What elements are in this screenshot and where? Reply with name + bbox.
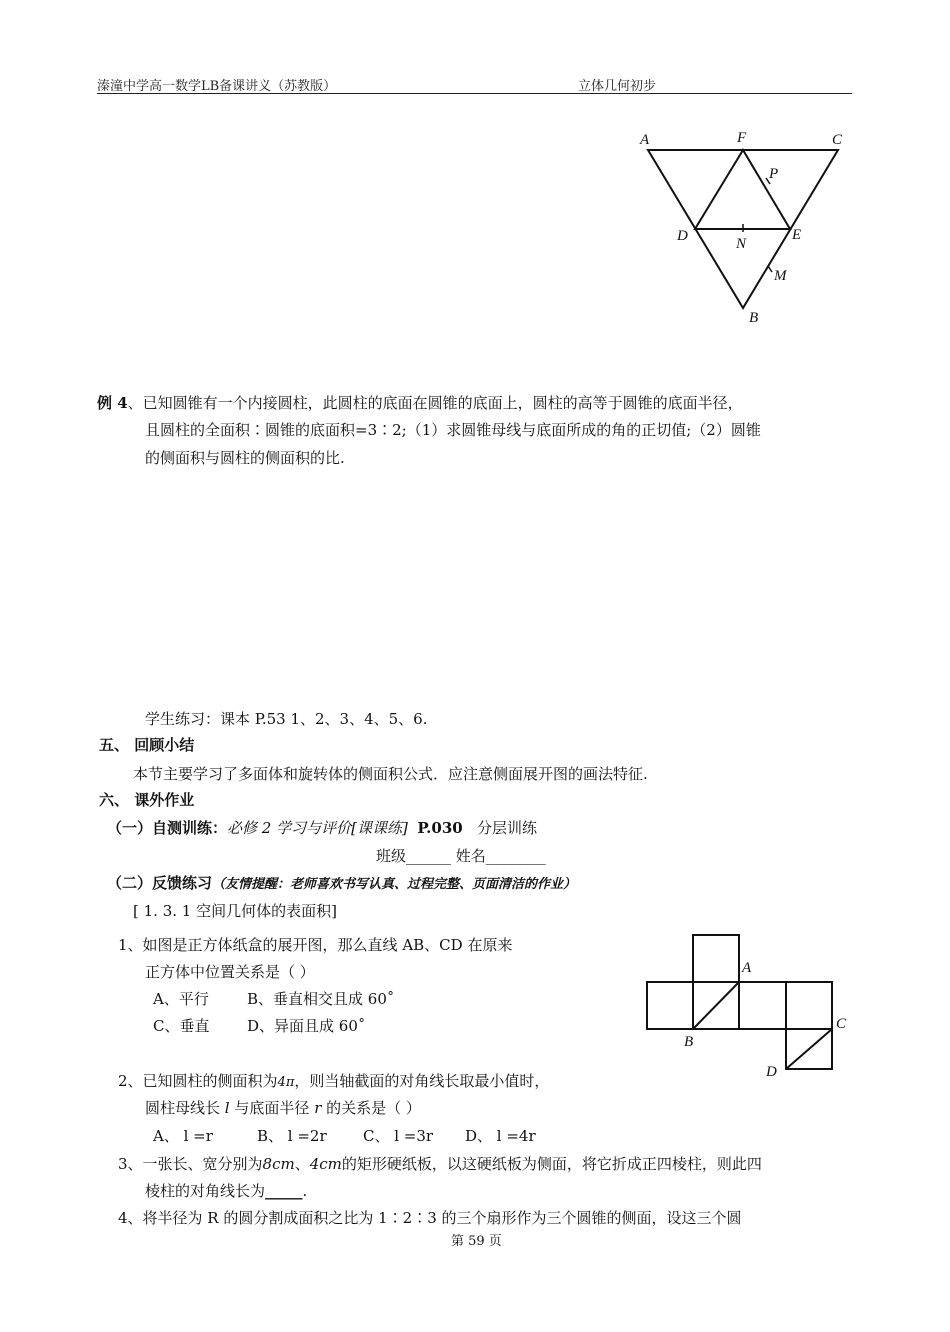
q2-text-e: 的关系是（ ） <box>326 1099 421 1117</box>
cube-net-figure <box>640 930 860 1085</box>
q2-area: 4π <box>277 1075 295 1090</box>
self-test-code: P.030 <box>417 819 463 837</box>
label-n: N <box>736 236 747 252</box>
example4-line1 <box>97 392 743 413</box>
net-label-d: D <box>766 1064 777 1080</box>
triangle-net-figure <box>630 120 860 335</box>
q2-text-d: 与底面半径 <box>234 1099 310 1117</box>
net-label-a: A <box>742 960 752 976</box>
q3-sep: 、 <box>294 1155 310 1173</box>
net-label-b: B <box>684 1034 694 1050</box>
q1-option-a: A、平行 <box>153 990 209 1008</box>
q2-option-c: C、 l =3r <box>363 1127 434 1145</box>
net-face-4 <box>786 982 832 1029</box>
q3-width: 4cm <box>309 1155 342 1173</box>
q2-line2 <box>145 1097 421 1118</box>
q3-line1 <box>118 1153 762 1174</box>
q3-end: . <box>302 1182 308 1200</box>
topic-line: [ 1. 3. 1 空间几何体的表面积] <box>133 902 337 920</box>
self-test-line <box>107 817 537 838</box>
label-m: M <box>774 268 787 284</box>
q1-option-c: C、垂直 <box>153 1017 210 1035</box>
tick-m <box>768 266 772 272</box>
self-test-source: 必修 2 学习与评价[课课练] <box>227 819 408 837</box>
net-label-c: C <box>836 1016 847 1032</box>
section5-text: 本节主要学习了多面体和旋转体的侧面积公式．应注意侧面展开图的画法特征. <box>133 765 648 783</box>
self-test-tail: 分层训练 <box>477 819 538 837</box>
q1-option-d: D、异面且成 60˚ <box>247 1017 366 1035</box>
q4-line1: 4、将半径为 R 的圆分割成面积之比为 1∶2∶3 的三个扇形作为三个圆锥的侧面，设这三个圆 <box>118 1209 742 1227</box>
net-face-3 <box>739 982 786 1029</box>
label-a: A <box>640 132 650 148</box>
section5-title: 五、 回顾小结 <box>99 736 195 754</box>
net-face-top <box>693 935 739 982</box>
feedback-label: （二）反馈练习 <box>107 874 213 892</box>
label-c: C <box>832 132 843 148</box>
q3-line2 <box>145 1180 307 1201</box>
q2-var-l: l <box>224 1099 230 1117</box>
header-right: 立体几何初步 <box>578 79 657 94</box>
q3-length: 8cm <box>262 1155 295 1173</box>
self-test-label: （一）自测训练： <box>107 819 228 837</box>
label-f: F <box>737 130 747 146</box>
label-b: B <box>749 310 759 326</box>
example4-line3: 的侧面积与圆柱的侧面积的比. <box>145 449 345 467</box>
example4-text1: 、已知圆锥有一个内接圆柱，此圆柱的底面在圆锥的底面上，圆柱的高等于圆锥的底面半径， <box>127 394 743 412</box>
class-name-line: 班级______ 姓名________ <box>376 847 546 865</box>
q2-text-b: ，则当轴截面的对角线长取最小值时， <box>294 1072 550 1090</box>
segment-cd <box>786 1029 832 1069</box>
header-left: 溱潼中学高一数学LB备课讲义（苏教版） <box>97 79 337 94</box>
net-face-1 <box>647 982 693 1029</box>
q2-text-a: 2、已知圆柱的侧面积为 <box>118 1072 278 1090</box>
q2-option-b: B、 l =2r <box>257 1127 327 1145</box>
q1-line1: 1、如图是正方体纸盒的展开图，那么直线 AB、CD 在原来 <box>118 936 513 954</box>
feedback-note: （友情提醒：老师喜欢书写认真、过程完整、页面清洁的作业） <box>212 877 577 892</box>
q1-option-b: B、垂直相交且成 60˚ <box>247 990 395 1008</box>
header-rule <box>97 93 852 94</box>
page-number: 第 59 页 <box>451 1234 502 1249</box>
q3-text-b: 的矩形硬纸板，以这硬纸板为侧面，将它折成正四棱柱，则此四 <box>341 1155 762 1173</box>
q2-text-c: 圆柱母线长 <box>145 1099 221 1117</box>
q2-option-d: D、 l =4r <box>465 1127 536 1145</box>
label-d: D <box>677 228 688 244</box>
q2-var-r: r <box>314 1099 322 1117</box>
q3-text-a: 3、一张长、宽分别为 <box>118 1155 263 1173</box>
label-e: E <box>792 227 802 243</box>
inner-triangle <box>695 150 790 229</box>
segment-ab <box>693 982 739 1029</box>
section6-title: 六、 课外作业 <box>99 791 195 809</box>
example4-label: 例 4 <box>97 394 128 412</box>
q3-text-c: 棱柱的对角线长为 <box>145 1182 266 1200</box>
q2-line1 <box>118 1070 549 1091</box>
q2-option-a: A、 l =r <box>153 1127 213 1145</box>
example4-line2: 且圆柱的全面积∶圆锥的底面积=3∶2;（1）求圆锥母线与底面所成的角的正切值;（2）圆锥 <box>145 421 761 439</box>
student-practice: 学生练习：课本 P.53 1、2、3、4、5、6. <box>145 710 428 728</box>
q1-line2: 正方体中位置关系是（ ） <box>145 963 315 981</box>
feedback-line <box>107 872 576 893</box>
q3-blank: _____ <box>265 1182 303 1200</box>
label-p: P <box>769 166 779 182</box>
